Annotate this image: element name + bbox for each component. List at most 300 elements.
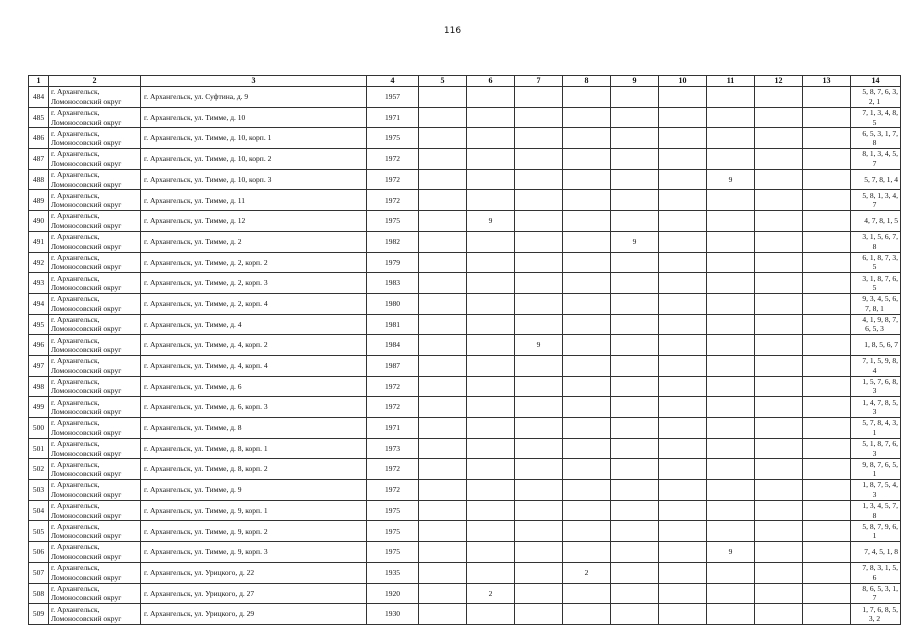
value-cell-c8 <box>563 397 611 418</box>
codes-line-2: 5 <box>872 117 877 127</box>
value-cell-c12 <box>755 542 803 563</box>
value-cell-c6 <box>467 418 515 439</box>
row-number: 506 <box>29 542 49 563</box>
column-header: 6 <box>467 76 515 87</box>
codes-cell <box>851 128 901 149</box>
codes-cell <box>851 418 901 439</box>
district-name: Ломоносовский округ <box>51 283 122 293</box>
value-cell-c12 <box>755 252 803 273</box>
address-cell: г. Архангельск, ул. Тимме, д. 6, корп. 3 <box>141 397 367 418</box>
codes-cell <box>851 314 901 335</box>
value-cell-c11 <box>707 604 755 625</box>
district-cell <box>49 480 141 501</box>
value-cell-c10 <box>659 376 707 397</box>
codes-line-2: 3 <box>872 489 877 499</box>
district-name: Ломоносовский округ <box>51 303 122 313</box>
codes-line-1: 5, 7, 8, 1, 4 <box>864 174 898 184</box>
district-city: г. Архангельск, <box>51 211 100 221</box>
codes-cell <box>851 397 901 418</box>
value-cell-c5 <box>419 128 467 149</box>
value-cell-c8 <box>563 293 611 314</box>
value-cell-c7 <box>515 252 563 273</box>
district-city: г. Архангельск, <box>51 335 100 345</box>
value-cell-c10 <box>659 314 707 335</box>
row-number: 501 <box>29 438 49 459</box>
value-cell-c10 <box>659 335 707 356</box>
value-cell-c5 <box>419 438 467 459</box>
district-name: Ломоносовский округ <box>51 200 122 210</box>
district-name: Ломоносовский округ <box>51 489 122 499</box>
table-row <box>29 293 901 314</box>
codes-line-2: 8 <box>872 138 877 148</box>
year-cell: 1981 <box>367 314 419 335</box>
address-cell: г. Архангельск, ул. Тимме, д. 9 <box>141 480 367 501</box>
district-cell <box>49 231 141 252</box>
value-cell-c9 <box>611 376 659 397</box>
value-cell-c9: 9 <box>611 231 659 252</box>
value-cell-c9 <box>611 521 659 542</box>
table-row <box>29 500 901 521</box>
address-cell: г. Архангельск, ул. Тимме, д. 12 <box>141 211 367 232</box>
value-cell-c10 <box>659 459 707 480</box>
table-row <box>29 438 901 459</box>
value-cell-c9 <box>611 480 659 501</box>
district-cell <box>49 521 141 542</box>
value-cell-c8 <box>563 107 611 128</box>
table-row <box>29 211 901 232</box>
value-cell-c6 <box>467 107 515 128</box>
value-cell-c9 <box>611 273 659 294</box>
codes-cell <box>851 293 901 314</box>
year-cell: 1957 <box>367 87 419 108</box>
value-cell-c12 <box>755 211 803 232</box>
value-cell-c11 <box>707 459 755 480</box>
codes-cell <box>851 273 901 294</box>
value-cell-c13 <box>803 480 851 501</box>
codes-line-1: 8, 6, 5, 3, 1, <box>862 583 898 593</box>
row-number: 498 <box>29 376 49 397</box>
codes-cell <box>851 562 901 583</box>
district-cell <box>49 314 141 335</box>
address-cell: г. Архангельск, ул. Тимме, д. 4, корп. 4 <box>141 355 367 376</box>
codes-line-1: 7, 8, 3, 1, 5, <box>862 563 898 573</box>
codes-line-1: 5, 7, 8, 4, 3, <box>862 418 898 428</box>
value-cell-c11 <box>707 583 755 604</box>
district-name: Ломоносовский округ <box>51 551 122 561</box>
value-cell-c7 <box>515 314 563 335</box>
year-cell: 1984 <box>367 335 419 356</box>
district-cell <box>49 190 141 211</box>
value-cell-c13 <box>803 542 851 563</box>
value-cell-c12 <box>755 500 803 521</box>
district-name: Ломоносовский округ <box>51 96 122 106</box>
column-header: 11 <box>707 76 755 87</box>
codes-line-1: 9, 3, 4, 5, 6, <box>862 294 898 304</box>
column-header: 13 <box>803 76 851 87</box>
row-number: 503 <box>29 480 49 501</box>
value-cell-c6 <box>467 542 515 563</box>
year-cell: 1972 <box>367 480 419 501</box>
row-number: 509 <box>29 604 49 625</box>
codes-line-2: 3 <box>872 407 877 417</box>
value-cell-c12 <box>755 376 803 397</box>
district-cell <box>49 252 141 273</box>
value-cell-c13 <box>803 459 851 480</box>
value-cell-c6 <box>467 376 515 397</box>
table-row <box>29 542 901 563</box>
column-header: 2 <box>49 76 141 87</box>
district-name: Ломоносовский округ <box>51 158 122 168</box>
address-cell: г. Архангельск, ул. Суфтина, д. 9 <box>141 87 367 108</box>
value-cell-c10 <box>659 500 707 521</box>
district-cell <box>49 355 141 376</box>
value-cell-c11 <box>707 252 755 273</box>
value-cell-c12 <box>755 169 803 190</box>
value-cell-c9 <box>611 293 659 314</box>
value-cell-c7 <box>515 542 563 563</box>
year-cell: 1975 <box>367 211 419 232</box>
district-city: г. Архангельск, <box>51 170 100 180</box>
year-cell: 1982 <box>367 231 419 252</box>
codes-line-2: 7, 8, 1 <box>865 303 884 313</box>
codes-line-2: 4 <box>872 365 877 375</box>
row-number: 495 <box>29 314 49 335</box>
value-cell-c6 <box>467 169 515 190</box>
value-cell-c13 <box>803 87 851 108</box>
district-city: г. Архангельск, <box>51 563 100 573</box>
value-cell-c6 <box>467 438 515 459</box>
value-cell-c12 <box>755 293 803 314</box>
year-cell: 1935 <box>367 562 419 583</box>
value-cell-c5 <box>419 418 467 439</box>
year-cell: 1987 <box>367 355 419 376</box>
codes-cell <box>851 459 901 480</box>
district-name: Ломоносовский округ <box>51 531 122 541</box>
codes-line-1: 1, 7, 6, 8, 5, <box>862 604 898 614</box>
value-cell-c10 <box>659 231 707 252</box>
value-cell-c6 <box>467 314 515 335</box>
value-cell-c5 <box>419 355 467 376</box>
value-cell-c10 <box>659 583 707 604</box>
value-cell-c11: 9 <box>707 169 755 190</box>
table-row <box>29 397 901 418</box>
value-cell-c12 <box>755 480 803 501</box>
value-cell-c11 <box>707 314 755 335</box>
value-cell-c12 <box>755 583 803 604</box>
value-cell-c7 <box>515 169 563 190</box>
codes-line-2: 7 <box>872 200 877 210</box>
value-cell-c11 <box>707 418 755 439</box>
district-name: Ломоносовский округ <box>51 407 122 417</box>
value-cell-c5 <box>419 500 467 521</box>
codes-cell <box>851 542 901 563</box>
value-cell-c8 <box>563 355 611 376</box>
year-cell: 1975 <box>367 521 419 542</box>
value-cell-c7 <box>515 376 563 397</box>
district-city: г. Архангельск, <box>51 604 100 614</box>
district-name: Ломоносовский округ <box>51 593 122 603</box>
value-cell-c6 <box>467 293 515 314</box>
district-city: г. Архангельск, <box>51 252 100 262</box>
district-city: г. Архангельск, <box>51 108 100 118</box>
value-cell-c9 <box>611 438 659 459</box>
value-cell-c7 <box>515 149 563 170</box>
value-cell-c7: 9 <box>515 335 563 356</box>
row-number: 500 <box>29 418 49 439</box>
value-cell-c6 <box>467 190 515 211</box>
row-number: 490 <box>29 211 49 232</box>
value-cell-c9 <box>611 562 659 583</box>
value-cell-c5 <box>419 87 467 108</box>
district-cell <box>49 149 141 170</box>
district-cell <box>49 128 141 149</box>
row-number: 491 <box>29 231 49 252</box>
value-cell-c6: 9 <box>467 211 515 232</box>
value-cell-c12 <box>755 107 803 128</box>
table-row <box>29 169 901 190</box>
value-cell-c6 <box>467 459 515 480</box>
codes-line-1: 6, 1, 8, 7, 3, <box>862 252 898 262</box>
district-cell <box>49 583 141 604</box>
value-cell-c13 <box>803 562 851 583</box>
district-city: г. Архангельск, <box>51 273 100 283</box>
value-cell-c9 <box>611 169 659 190</box>
value-cell-c13 <box>803 149 851 170</box>
value-cell-c8 <box>563 169 611 190</box>
row-number: 484 <box>29 87 49 108</box>
year-cell: 1972 <box>367 376 419 397</box>
table-row <box>29 149 901 170</box>
value-cell-c13 <box>803 376 851 397</box>
value-cell-c10 <box>659 149 707 170</box>
value-cell-c9 <box>611 355 659 376</box>
table-row <box>29 562 901 583</box>
year-cell: 1971 <box>367 418 419 439</box>
district-cell <box>49 459 141 480</box>
district-city: г. Архангельск, <box>51 376 100 386</box>
address-cell: г. Архангельск, ул. Тимме, д. 9, корп. 1 <box>141 500 367 521</box>
table-row <box>29 335 901 356</box>
table-row <box>29 128 901 149</box>
value-cell-c13 <box>803 190 851 211</box>
codes-line-2: 6, 5, 3 <box>865 324 884 334</box>
value-cell-c10 <box>659 418 707 439</box>
codes-cell <box>851 211 901 232</box>
codes-line-1: 7, 4, 5, 1, 8 <box>864 547 898 557</box>
value-cell-c13 <box>803 335 851 356</box>
value-cell-c7 <box>515 211 563 232</box>
table-row <box>29 583 901 604</box>
value-cell-c12 <box>755 459 803 480</box>
value-cell-c11 <box>707 128 755 149</box>
district-name: Ломоносовский округ <box>51 469 122 479</box>
value-cell-c13 <box>803 397 851 418</box>
value-cell-c5 <box>419 252 467 273</box>
codes-cell <box>851 252 901 273</box>
value-cell-c7 <box>515 87 563 108</box>
district-cell <box>49 211 141 232</box>
district-city: г. Архангельск, <box>51 459 100 469</box>
codes-line-1: 1, 3, 4, 5, 7, <box>862 501 898 511</box>
codes-cell <box>851 335 901 356</box>
district-city: г. Архангельск, <box>51 480 100 490</box>
value-cell-c10 <box>659 190 707 211</box>
value-cell-c10 <box>659 273 707 294</box>
district-cell <box>49 500 141 521</box>
codes-line-1: 1, 8, 5, 6, 7 <box>864 340 898 350</box>
district-name: Ломоносовский округ <box>51 448 122 458</box>
value-cell-c13 <box>803 231 851 252</box>
value-cell-c11 <box>707 293 755 314</box>
year-cell: 1975 <box>367 542 419 563</box>
address-cell: г. Архангельск, ул. Тимме, д. 4 <box>141 314 367 335</box>
district-city: г. Архангельск, <box>51 149 100 159</box>
table-row <box>29 521 901 542</box>
row-number: 488 <box>29 169 49 190</box>
value-cell-c8 <box>563 542 611 563</box>
value-cell-c6: 2 <box>467 583 515 604</box>
value-cell-c6 <box>467 500 515 521</box>
value-cell-c11: 9 <box>707 542 755 563</box>
value-cell-c9 <box>611 459 659 480</box>
address-cell: г. Архангельск, ул. Тимме, д. 10, корп. 1 <box>141 128 367 149</box>
table-body <box>29 87 901 625</box>
district-cell <box>49 604 141 625</box>
value-cell-c7 <box>515 480 563 501</box>
codes-line-2: 6 <box>872 572 877 582</box>
value-cell-c5 <box>419 542 467 563</box>
table-row <box>29 231 901 252</box>
codes-line-2: 7 <box>872 158 877 168</box>
value-cell-c13 <box>803 438 851 459</box>
value-cell-c6 <box>467 604 515 625</box>
year-cell: 1930 <box>367 604 419 625</box>
value-cell-c9 <box>611 107 659 128</box>
codes-line-1: 1, 5, 7, 6, 8, <box>862 376 898 386</box>
row-number: 508 <box>29 583 49 604</box>
value-cell-c7 <box>515 562 563 583</box>
value-cell-c12 <box>755 418 803 439</box>
value-cell-c7 <box>515 293 563 314</box>
value-cell-c9 <box>611 500 659 521</box>
value-cell-c9 <box>611 190 659 211</box>
value-cell-c7 <box>515 583 563 604</box>
district-name: Ломоносовский округ <box>51 572 122 582</box>
value-cell-c5 <box>419 231 467 252</box>
value-cell-c11 <box>707 149 755 170</box>
value-cell-c8: 2 <box>563 562 611 583</box>
codes-line-1: 4, 1, 9, 8, 7, <box>862 314 898 324</box>
value-cell-c10 <box>659 438 707 459</box>
value-cell-c13 <box>803 418 851 439</box>
district-name: Ломоносовский округ <box>51 117 122 127</box>
address-cell: г. Архангельск, ул. Тимме, д. 8, корп. 1 <box>141 438 367 459</box>
value-cell-c10 <box>659 169 707 190</box>
value-cell-c5 <box>419 107 467 128</box>
value-cell-c13 <box>803 314 851 335</box>
codes-line-2: 1 <box>872 427 877 437</box>
row-number: 486 <box>29 128 49 149</box>
district-name: Ломоносовский округ <box>51 220 122 230</box>
value-cell-c10 <box>659 562 707 583</box>
value-cell-c12 <box>755 604 803 625</box>
value-cell-c5 <box>419 190 467 211</box>
district-cell <box>49 418 141 439</box>
value-cell-c12 <box>755 190 803 211</box>
value-cell-c5 <box>419 314 467 335</box>
district-cell <box>49 376 141 397</box>
row-number: 487 <box>29 149 49 170</box>
value-cell-c13 <box>803 128 851 149</box>
value-cell-c5 <box>419 273 467 294</box>
codes-line-2: 5 <box>872 262 877 272</box>
value-cell-c5 <box>419 521 467 542</box>
value-cell-c6 <box>467 273 515 294</box>
value-cell-c8 <box>563 149 611 170</box>
value-cell-c8 <box>563 87 611 108</box>
value-cell-c12 <box>755 128 803 149</box>
value-cell-c8 <box>563 128 611 149</box>
codes-cell <box>851 521 901 542</box>
table-row <box>29 190 901 211</box>
codes-cell <box>851 376 901 397</box>
value-cell-c8 <box>563 231 611 252</box>
codes-line-2: 3, 2 <box>868 614 881 624</box>
value-cell-c9 <box>611 314 659 335</box>
value-cell-c8 <box>563 459 611 480</box>
codes-line-2: 8 <box>872 510 877 520</box>
value-cell-c8 <box>563 480 611 501</box>
year-cell: 1979 <box>367 252 419 273</box>
codes-line-1: 5, 1, 8, 7, 6, <box>862 439 898 449</box>
value-cell-c8 <box>563 211 611 232</box>
value-cell-c13 <box>803 355 851 376</box>
codes-cell <box>851 438 901 459</box>
value-cell-c10 <box>659 355 707 376</box>
value-cell-c10 <box>659 293 707 314</box>
value-cell-c11 <box>707 273 755 294</box>
district-name: Ломоносовский округ <box>51 365 122 375</box>
address-cell: г. Архангельск, ул. Тимме, д. 6 <box>141 376 367 397</box>
codes-line-1: 7, 1, 5, 9, 8, <box>862 356 898 366</box>
value-cell-c12 <box>755 438 803 459</box>
value-cell-c6 <box>467 480 515 501</box>
value-cell-c13 <box>803 252 851 273</box>
year-cell: 1971 <box>367 107 419 128</box>
value-cell-c7 <box>515 355 563 376</box>
value-cell-c11 <box>707 376 755 397</box>
value-cell-c13 <box>803 521 851 542</box>
codes-line-1: 7, 1, 3, 4, 8, <box>862 108 898 118</box>
address-cell: г. Архангельск, ул. Тимме, д. 2 <box>141 231 367 252</box>
column-header: 3 <box>141 76 367 87</box>
value-cell-c13 <box>803 273 851 294</box>
district-city: г. Архангельск, <box>51 521 100 531</box>
table-row <box>29 273 901 294</box>
codes-line-2: 1 <box>872 469 877 479</box>
column-header: 4 <box>367 76 419 87</box>
value-cell-c6 <box>467 252 515 273</box>
address-cell: г. Архангельск, ул. Тимме, д. 8, корп. 2 <box>141 459 367 480</box>
value-cell-c11 <box>707 355 755 376</box>
address-cell: г. Архангельск, ул. Урицкого, д. 27 <box>141 583 367 604</box>
value-cell-c10 <box>659 128 707 149</box>
codes-cell <box>851 107 901 128</box>
column-header: 8 <box>563 76 611 87</box>
value-cell-c9 <box>611 604 659 625</box>
address-cell: г. Архангельск, ул. Тимме, д. 2, корп. 4 <box>141 293 367 314</box>
row-number: 493 <box>29 273 49 294</box>
